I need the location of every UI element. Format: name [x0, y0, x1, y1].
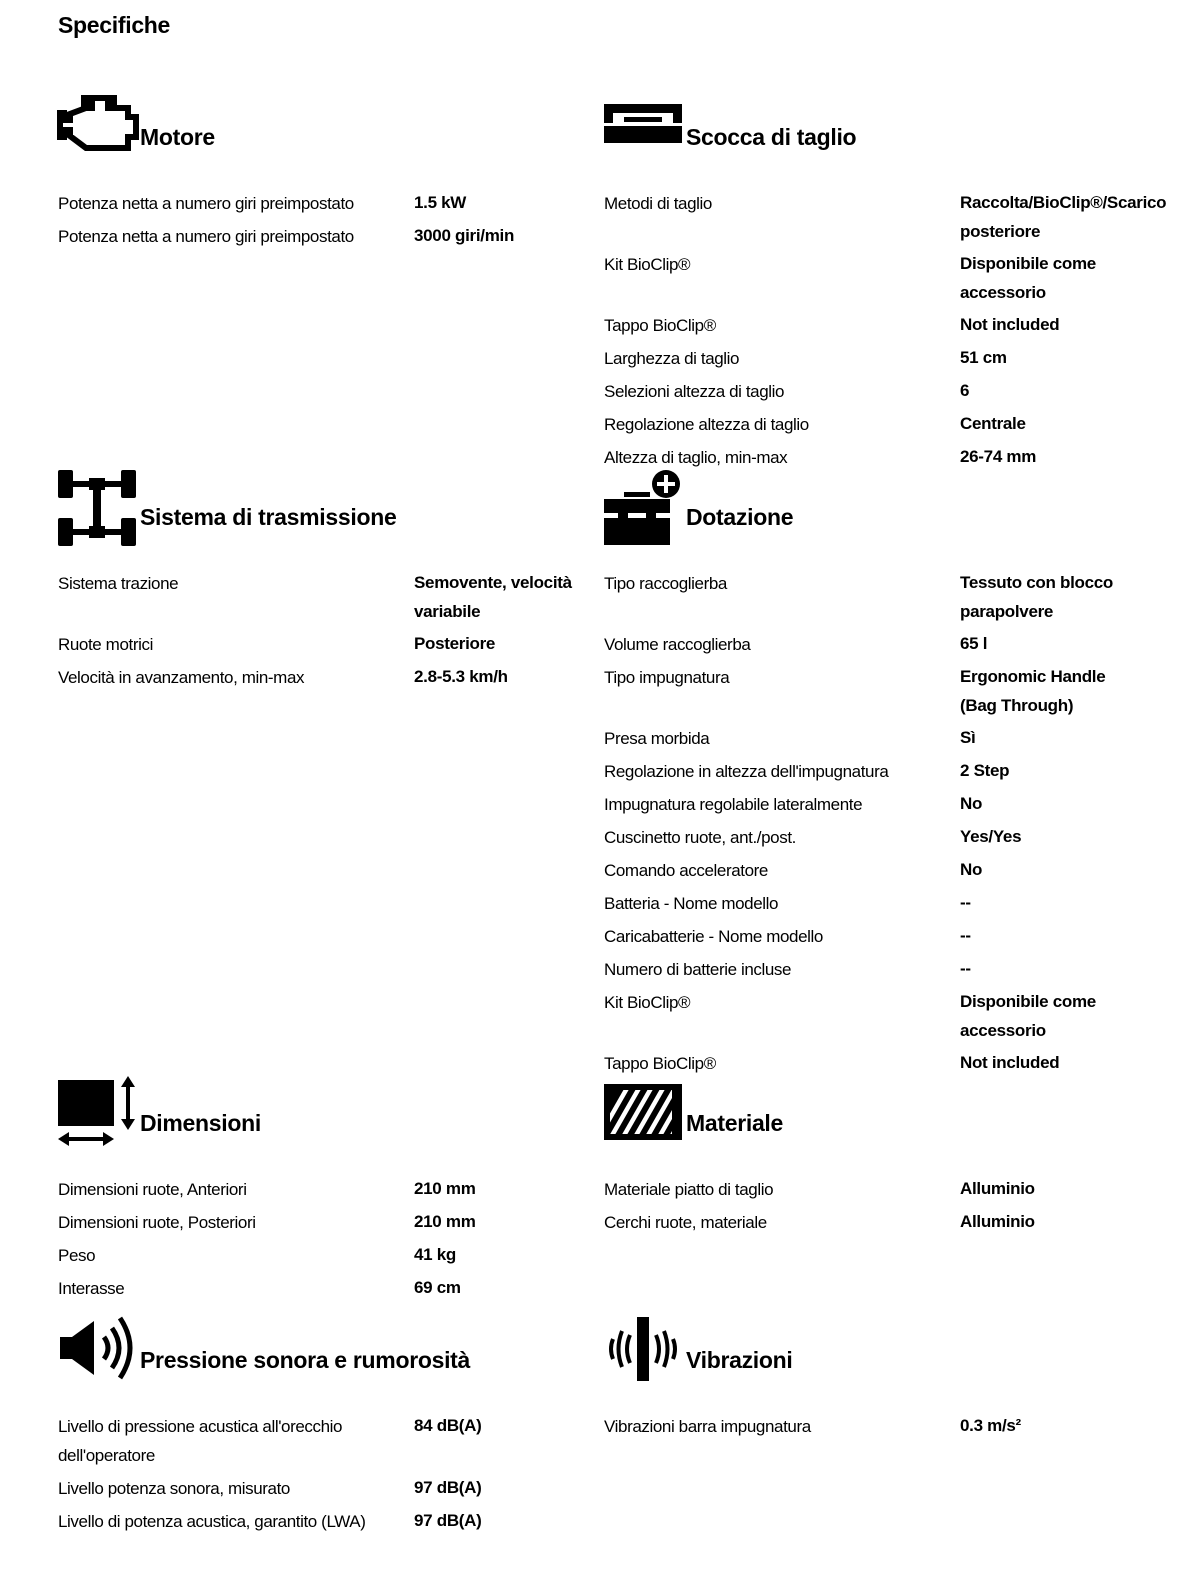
spec-list [58, 1412, 588, 1536]
spec-row [604, 724, 1134, 753]
section-pressione-sonora [58, 1313, 588, 1540]
spec-value: Ergonomic Handle (Bag Through) [960, 667, 1106, 715]
spec-row [58, 189, 588, 218]
spec-label: Comando acceleratore [604, 861, 768, 880]
spec-label: Altezza di taglio, min-max [604, 448, 788, 467]
spec-label: Dimensioni ruote, Anteriori [58, 1180, 247, 1199]
spec-row [604, 443, 1134, 472]
spec-row [58, 1175, 588, 1204]
spec-row [604, 1412, 1134, 1441]
spec-value: 0.3 m/s² [960, 1416, 1021, 1435]
spec-row [604, 955, 1134, 984]
spec-value: Centrale [960, 414, 1026, 433]
section-header [604, 1313, 1134, 1393]
spec-row [58, 1274, 588, 1303]
spec-label: Larghezza di taglio [604, 349, 740, 368]
spec-row [58, 569, 588, 626]
spec-row [604, 663, 1134, 720]
spec-row [604, 569, 1134, 626]
spec-value: Yes/Yes [960, 827, 1022, 846]
spec-label: Potenza netta a numero giri preimpostato [58, 194, 354, 213]
spec-list [58, 569, 588, 692]
spec-row [604, 630, 1134, 659]
material-icon [604, 1076, 686, 1156]
spec-value: 6 [960, 381, 970, 400]
spec-label: Vibrazioni barra impugnatura [604, 1417, 811, 1436]
section-header [58, 470, 588, 550]
spec-value: 84 dB(A) [414, 1416, 482, 1435]
spec-label: Impugnatura regolabile lateralmente [604, 795, 863, 814]
section-scocca-di-taglio [604, 90, 1167, 476]
spec-value: 210 mm [414, 1179, 476, 1198]
spec-row [604, 250, 1134, 307]
spec-value: -- [960, 926, 971, 945]
spec-value: Raccolta/BioClip®/Scarico posteriore [960, 193, 1167, 241]
section-dotazione [604, 470, 1134, 1082]
section-title: Pressione sonora e rumorosità [140, 1347, 471, 1373]
spec-value: No [960, 794, 983, 813]
section-sistema-di-trasmissione [58, 470, 588, 696]
spec-row [604, 1049, 1134, 1078]
spec-row [604, 889, 1134, 918]
spec-label: Materiale piatto di taglio [604, 1180, 774, 1199]
toolbox-plus-icon [604, 470, 686, 550]
spec-label: Ruote motrici [58, 635, 153, 654]
spec-row [58, 1474, 588, 1503]
spec-label: Kit BioClip® [604, 255, 691, 274]
spec-row [604, 988, 1134, 1045]
spec-list [604, 189, 1167, 472]
spec-list [604, 1175, 1134, 1237]
spec-label: Selezioni altezza di taglio [604, 382, 785, 401]
spec-row [58, 1507, 588, 1536]
spec-row [58, 630, 588, 659]
spec-list [604, 1412, 1134, 1441]
spec-value: 69 cm [414, 1278, 461, 1297]
spec-value: Posteriore [414, 634, 496, 653]
spec-value: No [960, 860, 983, 879]
spec-value: 3000 giri/min [414, 226, 515, 245]
spec-label: Tappo BioClip® [604, 1054, 716, 1073]
spec-value: 2.8-5.3 km/h [414, 667, 508, 686]
spec-label: Batteria - Nome modello [604, 894, 779, 913]
spec-label: Presa morbida [604, 729, 710, 748]
speaker-sound-icon [58, 1313, 140, 1393]
spec-row [604, 790, 1134, 819]
spec-value: -- [960, 893, 971, 912]
section-motore [58, 90, 588, 255]
spec-value: 1.5 kW [414, 193, 467, 212]
spec-row [604, 922, 1134, 951]
spec-row [58, 222, 588, 251]
section-header [58, 90, 588, 170]
spec-row [58, 1241, 588, 1270]
spec-label: Livello di pressione acustica all'orecchio dell'operatore [58, 1417, 343, 1465]
spec-label: Tipo raccoglierba [604, 574, 727, 593]
section-materiale [604, 1076, 1134, 1241]
spec-value: Semovente, velocità variabile [414, 573, 572, 621]
spec-row [58, 663, 588, 692]
page-title: Specifiche [58, 12, 171, 38]
spec-label: Volume raccoglierba [604, 635, 751, 654]
section-header [58, 1313, 588, 1393]
spec-value: Sì [960, 728, 976, 747]
spec-row [604, 410, 1134, 439]
spec-label: Livello potenza sonora, misurato [58, 1479, 290, 1498]
spec-value: 41 kg [414, 1245, 456, 1264]
section-dimensioni [58, 1076, 588, 1307]
section-title: Materiale [686, 1110, 784, 1136]
spec-value: Disponibile come accessorio [960, 992, 1096, 1040]
spec-label: Potenza netta a numero giri preimpostato [58, 227, 354, 246]
spec-value: 26-74 mm [960, 447, 1037, 466]
spec-label: Caricabatterie - Nome modello [604, 927, 823, 946]
spec-row [604, 856, 1134, 885]
section-header [58, 1076, 588, 1156]
spec-label: Kit BioClip® [604, 993, 691, 1012]
spec-value: 210 mm [414, 1212, 476, 1231]
dimensions-icon [58, 1076, 140, 1156]
section-title: Vibrazioni [686, 1347, 793, 1373]
cutting-deck-icon [604, 90, 686, 170]
spec-label: Cerchi ruote, materiale [604, 1213, 767, 1232]
spec-value: -- [960, 959, 971, 978]
spec-value: Tessuto con blocco parapolvere [960, 573, 1113, 621]
spec-list [58, 189, 588, 251]
spec-value: Alluminio [960, 1212, 1035, 1231]
spec-row [604, 344, 1134, 373]
spec-row [58, 1208, 588, 1237]
section-title: Dotazione [686, 504, 794, 530]
spec-value: Alluminio [960, 1179, 1035, 1198]
spec-label: Livello di potenza acustica, garantito (LWA) [58, 1512, 366, 1531]
spec-value: 97 dB(A) [414, 1511, 482, 1530]
spec-row [604, 823, 1134, 852]
spec-label: Tappo BioClip® [604, 316, 716, 335]
spec-value: 51 cm [960, 348, 1007, 367]
spec-row [604, 757, 1134, 786]
spec-label: Peso [58, 1246, 96, 1265]
spec-value: 97 dB(A) [414, 1478, 482, 1497]
spec-row [604, 311, 1134, 340]
spec-label: Cuscinetto ruote, ant./post. [604, 828, 796, 847]
section-title: Sistema di trasmissione [140, 504, 397, 530]
spec-value: Not included [960, 1053, 1060, 1072]
spec-row [604, 1208, 1134, 1237]
vibration-icon [604, 1313, 686, 1393]
spec-row [58, 1412, 588, 1470]
spec-value: 65 l [960, 634, 988, 653]
section-title: Motore [140, 124, 215, 150]
section-title: Dimensioni [140, 1110, 261, 1136]
spec-label: Metodi di taglio [604, 194, 712, 213]
section-header [604, 470, 1134, 550]
spec-label: Interasse [58, 1279, 125, 1298]
spec-label: Dimensioni ruote, Posteriori [58, 1213, 256, 1232]
spec-row [604, 377, 1134, 406]
drivetrain-icon [58, 470, 140, 550]
spec-value: Disponibile come accessorio [960, 254, 1096, 302]
spec-label: Velocità in avanzamento, min-max [58, 668, 305, 687]
engine-icon [58, 90, 140, 170]
spec-list [604, 569, 1134, 1078]
spec-value: 2 Step [960, 761, 1010, 780]
section-title: Scocca di taglio [686, 124, 857, 150]
spec-row [604, 189, 1167, 246]
section-header [604, 90, 1134, 170]
section-vibrazioni [604, 1313, 1134, 1445]
section-header [604, 1076, 1134, 1156]
spec-row [604, 1175, 1134, 1204]
spec-label: Numero di batterie incluse [604, 960, 792, 979]
spec-label: Sistema trazione [58, 574, 179, 593]
spec-value: Not included [960, 315, 1060, 334]
spec-label: Regolazione altezza di taglio [604, 415, 809, 434]
spec-label: Regolazione in altezza dell'impugnatura [604, 762, 889, 781]
spec-list [58, 1175, 588, 1303]
spec-label: Tipo impugnatura [604, 668, 730, 687]
